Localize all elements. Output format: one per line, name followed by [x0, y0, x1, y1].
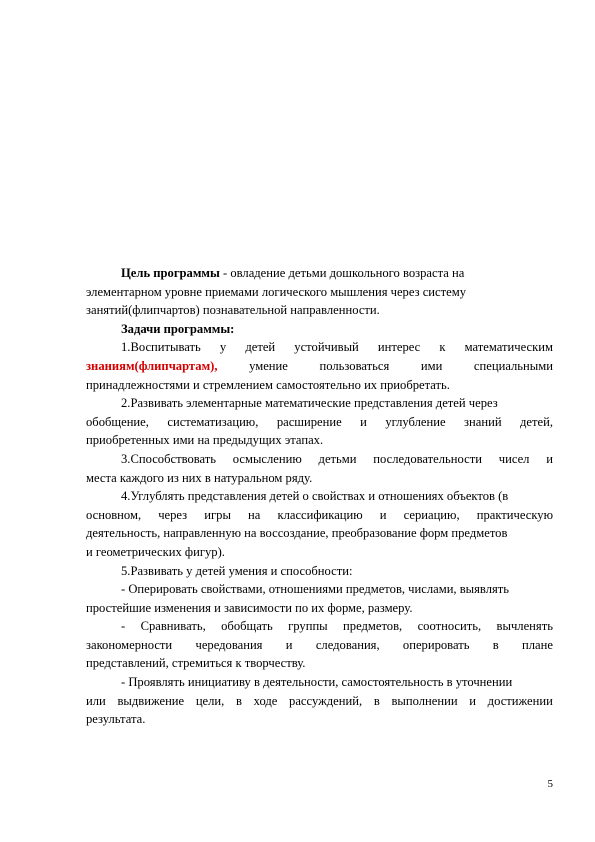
word: интерес — [377, 340, 421, 355]
word: в — [492, 637, 499, 652]
word: последовательности — [373, 451, 482, 466]
task-1-line-3: принадлежностями и стремлением самостоятельно их приобретать. — [86, 377, 450, 392]
task-3 — [86, 450, 553, 487]
word: в — [373, 693, 380, 708]
task-4 — [86, 487, 553, 561]
word: углубление — [385, 414, 446, 429]
word: ходе — [253, 693, 278, 708]
word: Сравнивать, — [140, 619, 206, 634]
task-2-line-1: 2.Развивать элементарные математические представления детей через — [121, 396, 498, 411]
word: предметов, — [343, 619, 403, 634]
word: систематизацию, — [167, 414, 259, 429]
goal-text-1: овладение детьми дошкольного возраста на — [230, 266, 465, 280]
task-5-sub-1-line-2: простейшие изменения и зависимости по их форме, размеру. — [86, 600, 413, 615]
task-4-line-3: деятельность, направленную на воссоздание, преобразование форм предметов — [86, 526, 508, 541]
task-1 — [86, 338, 553, 394]
task-5-sub-2-line-2 — [86, 636, 553, 655]
word: и — [469, 693, 476, 708]
word: пользоваться — [319, 358, 390, 373]
word: в — [236, 693, 242, 708]
word: и — [285, 637, 293, 652]
word: или — [86, 693, 106, 708]
word: обобщать — [221, 619, 273, 634]
word: математическим — [464, 340, 553, 355]
tasks-heading: Задачи программы: — [121, 321, 235, 336]
goal-line-1 — [86, 264, 553, 283]
task-4-line-1: 4.Углублять представления детей о свойствах и отношениях объектов (в — [121, 489, 509, 504]
word: чисел — [498, 451, 530, 466]
task-2-line-2 — [86, 413, 553, 432]
task-5-sub-3-line-2 — [86, 692, 553, 711]
word: цели, — [195, 693, 225, 708]
word: детей, — [520, 414, 553, 429]
word: и — [546, 451, 553, 466]
word: у — [219, 340, 227, 355]
word: - — [121, 619, 126, 634]
word: выдвижение — [117, 693, 185, 708]
word: группы — [288, 619, 328, 634]
word: и — [360, 414, 367, 429]
word: детьми — [318, 451, 357, 466]
goal-line-2: элементарном уровне приемами логического мышления через систему — [86, 284, 466, 299]
word: и — [379, 507, 387, 522]
task-5 — [86, 562, 553, 729]
task-1-line-2 — [86, 357, 553, 376]
word: на — [248, 507, 261, 522]
task-4-line-4: и геометрических фигур). — [86, 544, 225, 559]
word: плане — [522, 637, 553, 652]
word: 3.Способствовать — [121, 451, 217, 466]
goal-paragraph — [86, 264, 553, 320]
task-5-sub-1-line-1: - Оперировать свойствами, отношениями предметов, числами, выявлять — [121, 582, 510, 597]
word: через — [158, 507, 188, 522]
word: практическую — [476, 507, 553, 522]
page-number: 5 — [547, 778, 553, 790]
word: классификацию — [277, 507, 363, 522]
word: умение — [249, 358, 288, 373]
task-5-sub-3-line-1: - Проявлять инициативу в деятельности, самостоятельность в уточнении — [121, 675, 513, 690]
task-5-line-1: 5.Развивать у детей умения и способности: — [121, 563, 353, 578]
word: чередования — [195, 637, 263, 652]
task-5-sub-3-line-3: результата. — [86, 712, 146, 727]
word: оперировать — [402, 637, 470, 652]
task-5-sub-2-line-1 — [86, 617, 553, 636]
word: выполнении — [391, 693, 458, 708]
goal-label: Цель программы — [121, 266, 220, 280]
word: специальными — [473, 358, 553, 373]
word: обобщение, — [86, 414, 149, 429]
word: расширение — [276, 414, 342, 429]
word: устойчивый — [294, 340, 359, 355]
highlighted-term: знаниям(флипчартам), — [86, 358, 218, 373]
word: соотносить, — [417, 619, 482, 634]
word: сериацию, — [403, 507, 460, 522]
word: осмыслению — [232, 451, 302, 466]
goal-dash: - — [219, 266, 231, 280]
goal-line-3: занятий(флипчартов) познавательной направленности. — [86, 303, 380, 318]
word: ими — [420, 358, 443, 373]
task-3-line-1 — [86, 450, 553, 469]
task-2-line-3: приобретенных ими на предыдущих этапах. — [86, 433, 324, 448]
document-body — [86, 264, 553, 729]
word: достижении — [487, 693, 553, 708]
task-5-sub-2-line-3: представлений, стремиться к творчеству. — [86, 656, 306, 671]
task-4-line-2 — [86, 506, 553, 525]
task-1-line-1 — [86, 338, 553, 357]
word: следования, — [315, 637, 380, 652]
word: закономерности — [86, 637, 173, 652]
word: детей — [245, 340, 276, 355]
word: 1.Воспитывать — [121, 340, 201, 355]
word: основном, — [86, 507, 142, 522]
word: к — [439, 340, 446, 355]
word: игры — [204, 507, 231, 522]
task-2 — [86, 394, 553, 450]
word: вычленять — [496, 619, 553, 634]
task-3-line-2: места каждого из них в натуральном ряду. — [86, 470, 313, 485]
word: знаний — [464, 414, 502, 429]
word: рассуждений, — [289, 693, 363, 708]
